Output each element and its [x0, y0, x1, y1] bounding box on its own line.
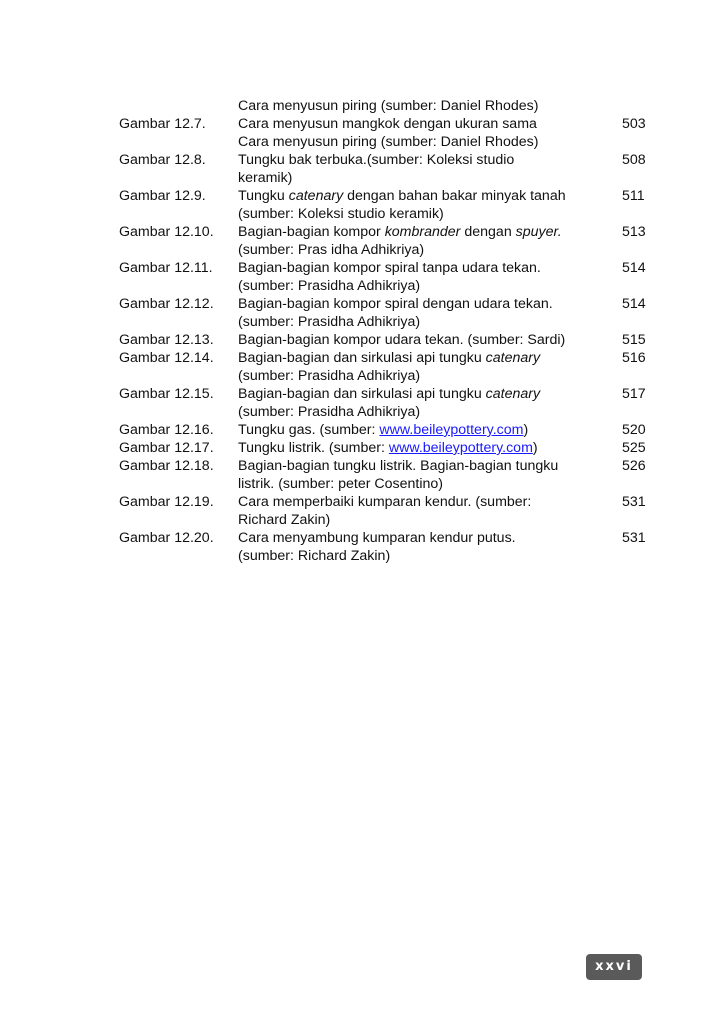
caption-text: listrik. (sumber: peter Cosentino) — [238, 476, 443, 492]
figure-entry — [119, 223, 659, 259]
figure-list — [119, 97, 659, 565]
caption-text: Bagian-bagian kompor spiral dengan udara tekan. — [238, 296, 553, 312]
italic-term: spuyer. — [515, 224, 562, 240]
caption-line — [238, 457, 621, 475]
caption-line — [238, 493, 621, 511]
caption-line — [238, 367, 621, 385]
caption-line — [238, 277, 621, 295]
page-reference: 515 — [622, 332, 646, 348]
figure-caption — [238, 223, 621, 259]
caption-line — [238, 133, 621, 151]
figure-label: Gambar 12.16. — [119, 422, 214, 438]
figure-entry — [119, 97, 659, 115]
figure-entry — [119, 187, 659, 223]
caption-line — [238, 223, 621, 241]
caption-line — [238, 241, 621, 259]
page-reference: 525 — [622, 440, 646, 456]
caption-text: (sumber: Koleksi studio keramik) — [238, 206, 444, 222]
page-number-badge: xxvi — [586, 954, 642, 980]
caption-text: (sumber: Prasidha Adhikriya) — [238, 278, 421, 294]
figure-caption — [238, 187, 621, 223]
figure-entry — [119, 457, 659, 493]
caption-text: Tungku listrik. (sumber: — [238, 440, 389, 456]
figure-entry — [119, 259, 659, 295]
caption-text: dengan — [460, 224, 516, 240]
caption-text: ) — [523, 422, 529, 438]
page-reference: 514 — [622, 296, 646, 312]
source-link[interactable]: www.beileypottery.com — [379, 422, 524, 438]
page-reference: 526 — [622, 458, 646, 474]
caption-line — [238, 547, 621, 565]
figure-caption — [238, 421, 621, 439]
figure-label: Gambar 12.15. — [119, 386, 214, 402]
caption-line — [238, 115, 621, 133]
figure-entry — [119, 115, 659, 151]
caption-line — [238, 97, 621, 115]
figure-label: Gambar 12.12. — [119, 296, 214, 312]
caption-text: dengan bahan bakar minyak tanah — [343, 188, 566, 204]
figure-entry — [119, 349, 659, 385]
caption-line — [238, 349, 621, 367]
figure-label: Gambar 12.17. — [119, 440, 214, 456]
figure-caption — [238, 439, 621, 457]
page-reference: 517 — [622, 386, 646, 402]
caption-line — [238, 169, 621, 187]
caption-line — [238, 403, 621, 421]
caption-text: Bagian-bagian kompor — [238, 224, 385, 240]
italic-term: catenary — [485, 386, 541, 402]
caption-text: Bagian-bagian kompor spiral tanpa udara tekan. — [238, 260, 541, 276]
page-reference: 514 — [622, 260, 646, 276]
figure-entry — [119, 331, 659, 349]
caption-text: Tungku — [238, 188, 289, 204]
caption-line — [238, 331, 621, 349]
caption-line — [238, 385, 621, 403]
caption-text: (sumber: Pras idha Adhikriya) — [238, 242, 425, 258]
caption-line — [238, 295, 621, 313]
figure-caption — [238, 151, 621, 187]
caption-text: (sumber: Richard Zakin) — [238, 548, 391, 564]
caption-text: (sumber: Prasidha Adhikriya) — [238, 368, 421, 384]
caption-text: Bagian-bagian dan sirkulasi api tungku — [238, 350, 486, 366]
caption-text: (sumber: Prasidha Adhikriya) — [238, 404, 421, 420]
page-reference: 520 — [622, 422, 646, 438]
page-reference: 531 — [622, 530, 646, 546]
caption-text: Cara menyusun mangkok dengan ukuran sama — [238, 116, 537, 132]
caption-text: Richard Zakin) — [238, 512, 331, 528]
page-reference: 503 — [622, 116, 646, 132]
caption-line — [238, 439, 621, 457]
figure-label: Gambar 12.13. — [119, 332, 214, 348]
figure-caption — [238, 115, 621, 151]
figure-label: Gambar 12.7. — [119, 116, 206, 132]
caption-text: Cara memperbaiki kumparan kendur. (sumber: — [238, 494, 532, 510]
italic-term: catenary — [288, 188, 344, 204]
caption-line — [238, 151, 621, 169]
italic-term: kombrander — [384, 224, 461, 240]
figure-caption — [238, 493, 621, 529]
figure-caption — [238, 259, 621, 295]
caption-line — [238, 475, 621, 493]
figure-caption — [238, 457, 621, 493]
figure-caption — [238, 295, 621, 331]
caption-text: ) — [532, 440, 538, 456]
page-reference: 516 — [622, 350, 646, 366]
figure-label: Gambar 12.8. — [119, 152, 206, 168]
page-reference: 531 — [622, 494, 646, 510]
source-link[interactable]: www.beileypottery.com — [388, 440, 533, 456]
figure-entry — [119, 151, 659, 187]
caption-text: Tungku bak terbuka.(sumber: Koleksi studio — [238, 152, 515, 168]
caption-text: Bagian-bagian tungku listrik. Bagian-bagian tungku — [238, 458, 559, 474]
figure-entry — [119, 529, 659, 565]
figure-label: Gambar 12.9. — [119, 188, 206, 204]
figure-label: Gambar 12.20. — [119, 530, 214, 546]
caption-line — [238, 187, 621, 205]
caption-line — [238, 529, 621, 547]
figure-caption — [238, 529, 621, 565]
figure-entry — [119, 385, 659, 421]
figure-caption — [238, 349, 621, 385]
figure-label: Gambar 12.11. — [119, 260, 213, 276]
page-reference: 508 — [622, 152, 646, 168]
caption-line — [238, 313, 621, 331]
figure-label: Gambar 12.10. — [119, 224, 214, 240]
caption-text: Tungku gas. (sumber: — [238, 422, 380, 438]
caption-text: Bagian-bagian kompor udara tekan. (sumber: Sardi) — [238, 332, 566, 348]
caption-text: Cara menyambung kumparan kendur putus. — [238, 530, 516, 546]
caption-text: (sumber: Prasidha Adhikriya) — [238, 314, 421, 330]
page-reference: 511 — [622, 188, 645, 204]
italic-term: catenary — [485, 350, 541, 366]
caption-line — [238, 511, 621, 529]
figure-label: Gambar 12.14. — [119, 350, 214, 366]
caption-text: Cara menyusun piring (sumber: Daniel Rhodes) — [238, 134, 539, 150]
page-reference: 513 — [622, 224, 646, 240]
figure-caption — [238, 97, 621, 115]
figure-entry — [119, 439, 659, 457]
caption-line — [238, 421, 621, 439]
caption-text: Cara menyusun piring (sumber: Daniel Rhodes) — [238, 98, 539, 114]
figure-entry — [119, 493, 659, 529]
caption-line — [238, 205, 621, 223]
figure-label: Gambar 12.19. — [119, 494, 214, 510]
figure-caption — [238, 385, 621, 421]
figure-caption — [238, 331, 621, 349]
figure-entry — [119, 295, 659, 331]
figure-label: Gambar 12.18. — [119, 458, 214, 474]
caption-line — [238, 259, 621, 277]
figure-entry — [119, 421, 659, 439]
caption-text: Bagian-bagian dan sirkulasi api tungku — [238, 386, 486, 402]
caption-text: keramik) — [238, 170, 293, 186]
